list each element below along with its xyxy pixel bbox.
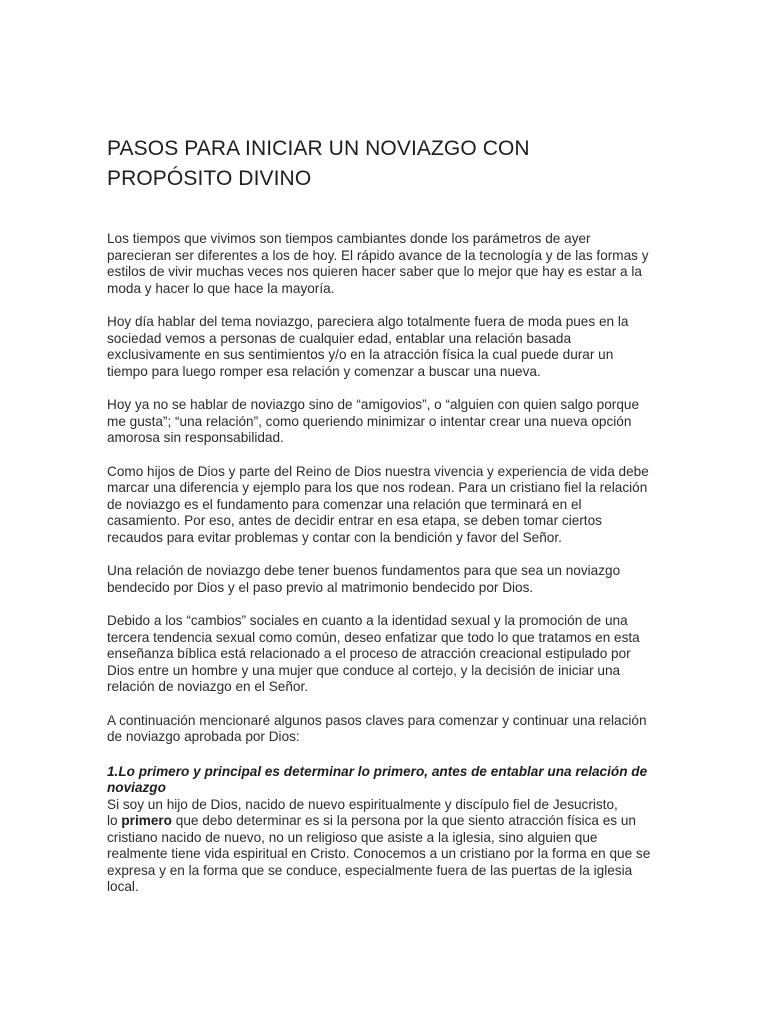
- text-line: me gusta”; “una relación”, como queriendo minimizar o intentar crear una nueva opción: [107, 413, 632, 429]
- text-line: amorosa sin responsabilidad.: [107, 430, 284, 445]
- text-line: de noviazgo es el fundamento para comenzar una relación que terminará en el: [107, 496, 582, 512]
- paragraph-cambios-sociales: [107, 613, 662, 696]
- text-line: recaudos para evitar problemas y contar con la bendición y favor del Señor.: [107, 529, 562, 545]
- text-line: tiempo para luego romper esa relación y comenzar a buscar una nueva.: [107, 363, 541, 379]
- text-line: sociedad vemos a personas de cualquier edad, entablar una relación basada: [107, 330, 572, 346]
- text-fragment: que debo determinar es si la persona por la que siento atracción física es un: [171, 813, 636, 828]
- text-line: Dios entre un hombre y una mujer que conduce al cortejo, y la decisión de iniciar una: [107, 662, 621, 678]
- text-line: marcar una diferencia y ejemplo para los que nos rodean. Para un cristiano fiel la relación: [107, 480, 648, 495]
- paragraph-fundamentos: [107, 563, 662, 596]
- text-line: bendecido por Dios y el paso previo al matrimonio bendecido por Dios.: [107, 579, 534, 595]
- text-line: moda y hacer lo que hace la mayoría.: [107, 280, 335, 296]
- title-line: PROPÓSITO DIVINO: [107, 167, 312, 190]
- text-line: tercera tendencia sexual como común, deseo enfatizar que todo lo que tratamos en esta: [107, 629, 640, 645]
- text-line: expresa y en la forma que se conduce, especialmente fuera de las puertas de la iglesia: [107, 862, 633, 878]
- text-line: estilos de vivir muchas veces nos quieren hacer saber que lo mejor que hay es estar a la: [107, 264, 642, 279]
- text-line: Los tiempos que vivimos son tiempos cambiantes donde los parámetros de ayer: [107, 231, 591, 246]
- text-line: enseñanza bíblica está relacionado a el proceso de atracción creacional estipulado por: [107, 646, 631, 661]
- document-title: [107, 134, 662, 194]
- text-line: Hoy ya no se hablar de noviazgo sino de “amigovios”, o “alguien con quien salgo porque: [107, 397, 640, 412]
- text-line-with-emphasis: [107, 813, 662, 830]
- text-line: A continuación mencionaré algunos pasos claves para comenzar y continuar una relación: [107, 712, 647, 728]
- document-content: [107, 134, 662, 896]
- paragraph-pasos-claves: [107, 713, 662, 746]
- text-line: exclusivamente en sus sentimientos y/o en la atracción física la cual puede durar un: [107, 347, 614, 362]
- text-line: cristiano nacido de nuevo, no un religioso que asiste a la iglesia, sino alguien que: [107, 829, 598, 845]
- text-line: realmente tiene vida espiritual en Cristo. Conocemos a un cristiano por la forma en que se: [107, 846, 651, 861]
- paragraph-hijos-de-dios: [107, 464, 662, 547]
- paragraph-amigovios: [107, 397, 662, 447]
- text-fragment: lo: [107, 813, 122, 828]
- section-body: [107, 797, 662, 896]
- paragraph-noviazgo-hoy: [107, 314, 662, 380]
- text-line: de noviazgo aprobada por Dios:: [107, 729, 300, 744]
- paragraph-intro: [107, 231, 662, 297]
- text-line: Como hijos de Dios y parte del Reino de Dios nuestra vivencia y experiencia de vida debe: [107, 463, 649, 479]
- section-heading: [107, 764, 662, 797]
- heading-line: 1.Lo primero y principal es determinar lo primero, antes de entablar una relación de: [107, 763, 648, 779]
- text-line: Debido a los “cambios” sociales en cuanto a la identidad sexual y la promoción de una: [107, 613, 628, 628]
- emphasis-word: primero: [121, 813, 172, 828]
- title-line: PASOS PARA INICIAR UN NOVIAZGO CON: [107, 137, 530, 160]
- heading-line: noviazgo: [107, 780, 166, 795]
- text-line: local.: [107, 879, 139, 894]
- text-line: parecieran ser diferentes a los de hoy. El rápido avance de la tecnología y de las formas y: [107, 247, 649, 263]
- text-line: Hoy día hablar del tema noviazgo, pareciera algo totalmente fuera de moda pues en la: [107, 314, 629, 329]
- text-line: Una relación de noviazgo debe tener buenos fundamentos para que sea un noviazgo: [107, 563, 621, 578]
- text-line: casamiento. Por eso, antes de decidir entrar en esa etapa, se deben tomar ciertos: [107, 513, 602, 528]
- text-line: Si soy un hijo de Dios, nacido de nuevo espiritualmente y discípulo fiel de Jesucristo,: [107, 796, 618, 812]
- text-line: relación de noviazgo en el Señor.: [107, 679, 309, 694]
